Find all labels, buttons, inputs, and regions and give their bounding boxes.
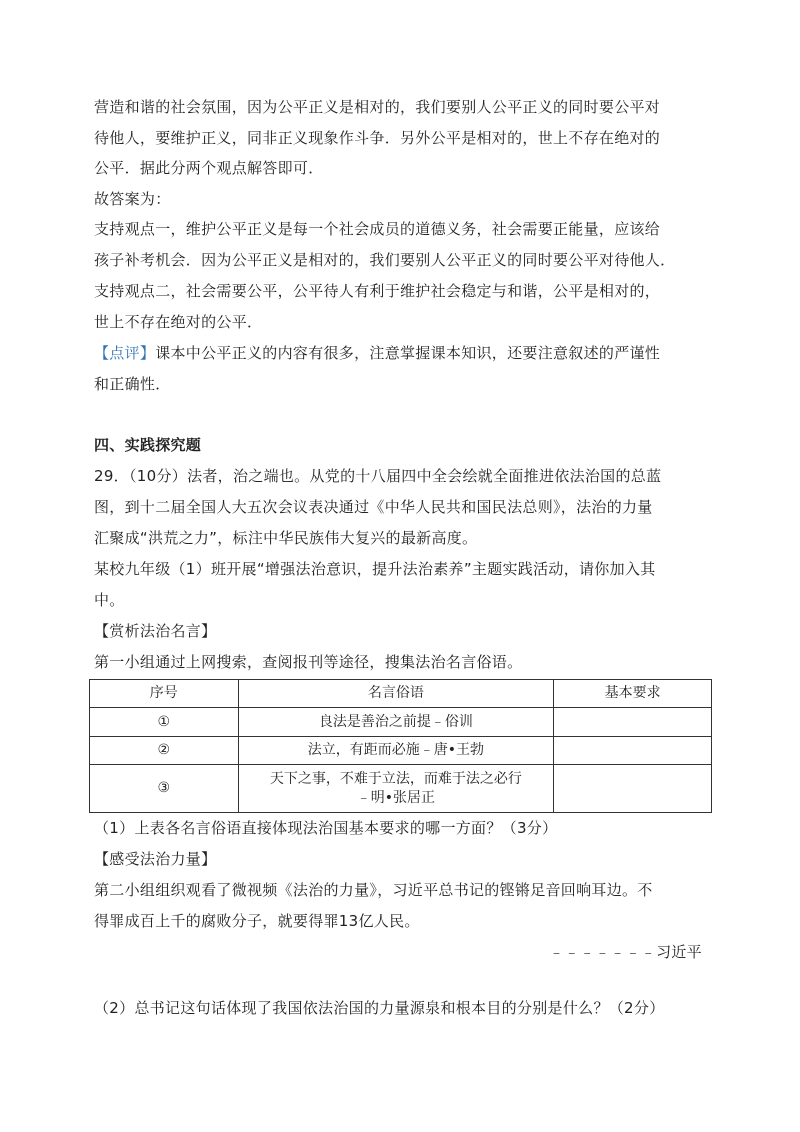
part2-line-1: 第二小组组织观看了微视频《法治的力量》，习近平总书记的铿锵足音回响耳边。不 [94, 881, 653, 899]
quote-author: ﹣明•张居正 [356, 789, 436, 806]
row-quote [238, 708, 554, 737]
row-number: ① [90, 708, 239, 737]
part1-title: 【赏析法治名言】 [94, 622, 217, 640]
q29-line-3: 汇聚成“洪荒之力”，标注中华民族伟大复兴的最新高度。 [94, 529, 478, 547]
quotes-table [89, 679, 712, 813]
header-requirement: 基本要求 [554, 680, 712, 708]
quote-line: 良法是善治之前提﹣俗训 [318, 713, 473, 730]
analysis-line-3: 公平．据此分两个观点解答即可． [94, 159, 324, 177]
q29-line-1: 29．（10分）法者，治之端也。从党的十八届四中全会绘就全面推进依法治国的总蓝 [94, 467, 662, 485]
comment-line-1 [94, 343, 660, 363]
q29-line-5: 中。 [94, 591, 125, 609]
row-requirement [554, 737, 712, 765]
analysis-line-2: 待他人，要维护正义，同非正义现象作斗争．另外公平是相对的，世上不存在绝对的 [94, 129, 661, 147]
comment-label: 【点评】 [94, 344, 156, 362]
answer-line-4: 世上不存在绝对的公平． [94, 313, 263, 331]
answer-line-1: 支持观点一，维护公平正义是每一个社会成员的道德义务，社会需要正能量，应该给 [94, 220, 661, 238]
row-number: ③ [90, 765, 239, 813]
q29-line-4: 某校九年级（1）班开展“增强法治意识，提升法治素养”主题实践活动，请你加入其 [94, 560, 656, 578]
table-row [90, 765, 712, 813]
quote-line: 法立，有距而必施﹣唐•王勃 [307, 742, 485, 758]
row-requirement [554, 708, 712, 737]
question-1: （1）上表各名言俗语直接体现法治国基本要求的哪一方面？（3分） [94, 819, 558, 837]
row-requirement [554, 765, 712, 813]
part2-title: 【感受法治力量】 [94, 850, 217, 868]
q29-line-2: 图，到十二届全国人大五次会议表决通过《中华人民共和国民法总则》，法治的力量 [94, 498, 653, 516]
part1-intro: 第一小组通过上网搜索，查阅报刊等途径，搜集法治名言俗语。 [94, 653, 523, 671]
attribution: ﹣﹣﹣﹣﹣﹣﹣习近平 [548, 943, 702, 961]
table-row [90, 737, 712, 765]
header-number: 序号 [90, 680, 239, 708]
answer-intro: 故答案为： [94, 190, 171, 208]
comment-line-2: 和正确性． [94, 375, 171, 393]
answer-line-3: 支持观点二，社会需要公平，公平待人有利于维护社会稳定与和谐，公平是相对的， [94, 282, 661, 300]
table-row [90, 708, 712, 737]
quote-line: 天下之事，不难于立法，而难于法之必行 [269, 770, 522, 787]
answer-line-2: 孩子补考机会．因为公平正义是相对的，我们要别人公平正义的同时要公平对待他人． [94, 251, 676, 269]
row-number: ② [90, 737, 239, 765]
table-header-row [90, 680, 712, 708]
question-2: （2）总书记这句话体现了我国依法治国的力量源泉和根本目的分别是什么？（2分） [94, 999, 665, 1017]
section-heading: 四、实践探究题 [94, 436, 202, 454]
analysis-line-1: 营造和谐的社会氛围，因为公平正义是相对的，我们要别人公平正义的同时要公平对 [94, 98, 661, 116]
part2-line-2: 得罪成百上千的腐败分子，就要得罪13亿人民。 [94, 912, 420, 930]
header-quote: 名言俗语 [238, 680, 554, 708]
comment-text-1: 课本中公平正义的内容有很多，注意掌握课本知识，还要注意叙述的严谨性 [155, 344, 661, 362]
row-quote [238, 737, 554, 765]
row-quote [238, 765, 554, 813]
